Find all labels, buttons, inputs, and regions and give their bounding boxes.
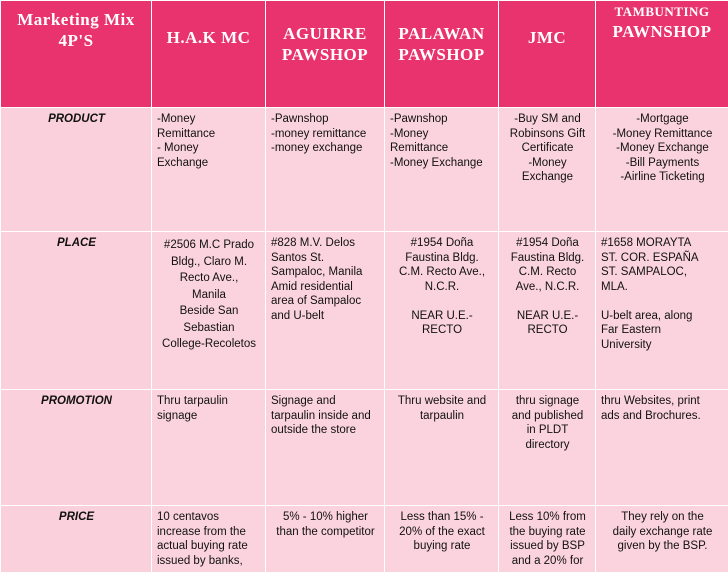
table-cell: #828 M.V. Delos Santos St. Sampaloc, Manila Amid residential area of Sampaloc and U-belt (266, 232, 385, 390)
table-cell: -Buy SM and Robinsons Gift Certificate -Money Exchange (499, 108, 596, 232)
row-label-promotion: PROMOTION (1, 390, 152, 506)
header-hak-mc: H.A.K MC (152, 1, 266, 108)
table-cell: They rely on the daily exchange rate given by the BSP. (596, 506, 728, 573)
table-cell: Less than 15% - 20% of the exact buying rate (385, 506, 499, 573)
table-cell: thru signage and published in PLDT directory (499, 390, 596, 506)
table-cell: 10 centavos increase from the actual buying rate issued by banks, (152, 506, 266, 573)
table-cell: Signage and tarpaulin inside and outside the store (266, 390, 385, 506)
table-cell: thru Websites, print ads and Brochures. (596, 390, 728, 506)
table-cell: #1658 MORAYTA ST. COR. ESPAÑA ST. SAMPALOC, MLA. U-belt area, along Far Eastern University (596, 232, 728, 390)
table-row-place (1, 232, 728, 390)
table-cell: Thru website and tarpaulin (385, 390, 499, 506)
header-palawan: PALAWAN PAWSHOP (385, 1, 499, 108)
table-cell: -Pawnshop -Money Remittance -Money Exchange (385, 108, 499, 232)
table-cell: 5% - 10% higher than the competitor (266, 506, 385, 573)
table-cell: #1954 Doña Faustina Bldg. C.M. Recto Ave., N.C.R. NEAR U.E.- RECTO (385, 232, 499, 390)
table-cell: Less 10% from the buying rate issued by BSP and a 20% for (499, 506, 596, 573)
table-cell: -Mortgage -Money Remittance -Money Exchange -Bill Payments -Airline Ticketing (596, 108, 728, 232)
table-cell: Thru tarpaulin signage (152, 390, 266, 506)
header-row (1, 1, 728, 108)
table-row-product (1, 108, 728, 232)
table-row-price (1, 506, 728, 573)
table-cell: #1954 Doña Faustina Bldg. C.M. Recto Ave., N.C.R. NEAR U.E.- RECTO (499, 232, 596, 390)
header-aguirre: AGUIRRE PAWSHOP (266, 1, 385, 108)
header-marketing-mix: Marketing Mix 4P'S (1, 1, 152, 108)
row-label-price: PRICE (1, 506, 152, 573)
table-row-promotion (1, 390, 728, 506)
header-tambunting: TAMBUNTING PAWNSHOP (596, 1, 728, 108)
table-cell: #2506 M.C Prado Bldg., Claro M. Recto Ave., Manila Beside San Sebastian College-Recoletos (152, 232, 266, 390)
table-cell: -Money Remittance - Money Exchange (152, 108, 266, 232)
row-label-place: PLACE (1, 232, 152, 390)
header-jmc: JMC (499, 1, 596, 108)
table-cell: -Pawnshop -money remittance -money exchange (266, 108, 385, 232)
row-label-product: PRODUCT (1, 108, 152, 232)
